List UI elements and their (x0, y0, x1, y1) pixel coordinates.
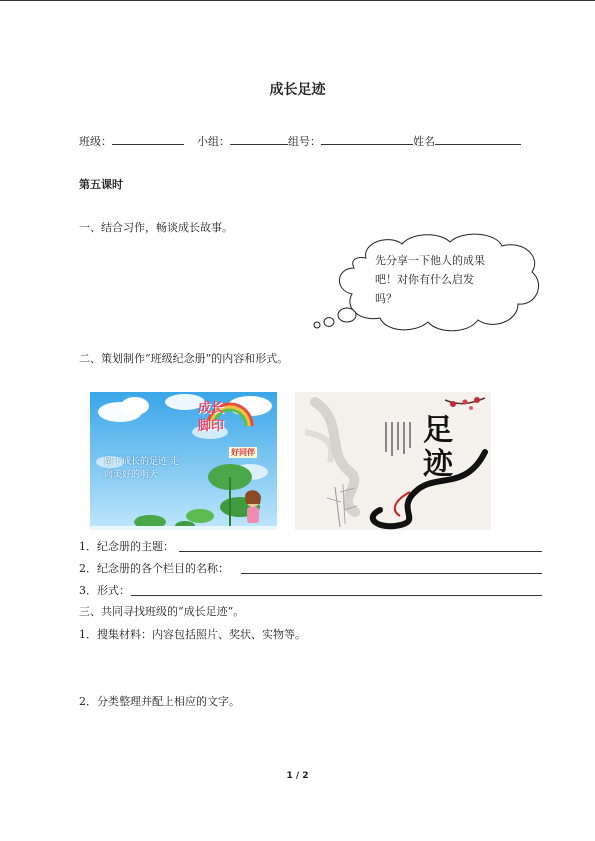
class-blank[interactable] (112, 133, 184, 145)
info-fields-row (79, 133, 521, 149)
section3-q1: 1．搜集材料：内容包括照片、奖状、实物等。 (79, 628, 306, 641)
bubble-text: 先分享一下他人的成果吧！对你有什么启发吗？ (375, 254, 485, 305)
section2-q1: 1．纪念册的主题： (79, 540, 174, 553)
section3-heading: 三、共同寻找班级的“成长足迹”。 (79, 605, 245, 618)
section1-heading: 一、结合习作，畅谈成长故事。 (79, 221, 233, 234)
cover-caption-text: 留下成长的足迹 走向美好的明天 (104, 457, 179, 480)
cover-image-growth-footprints (90, 392, 277, 530)
cover-title-text: 成长脚印 (198, 401, 225, 434)
lesson-label: 第五课时 (79, 178, 123, 191)
name-label: 姓名 (413, 135, 435, 148)
cover-badge-text: 好同伴 (231, 448, 255, 457)
section2-q3: 3．形式： (79, 584, 130, 597)
class-label: 班级： (79, 135, 112, 148)
columns-answer-line[interactable] (241, 573, 542, 574)
cover-ink-title: 足迹 (423, 413, 449, 482)
page-top-border (0, 0, 595, 1)
group-no-label: 组号： (288, 135, 321, 148)
section2-q2: 2．纪念册的各个栏目的名称： (79, 562, 229, 575)
form-answer-line[interactable] (131, 595, 542, 596)
group-blank[interactable] (230, 133, 288, 145)
section3-q2: 2．分类整理并配上相应的文字。 (79, 695, 240, 708)
group-no-blank[interactable] (321, 133, 413, 145)
name-blank[interactable] (435, 133, 521, 145)
section2-heading: 二、策划制作“班级纪念册”的内容和形式。 (79, 352, 289, 365)
group-label: 小组： (197, 135, 230, 148)
cover-image-ink-footprints (295, 392, 491, 530)
page-number: 1 / 2 (286, 771, 309, 781)
page-title: 成长足迹 (269, 82, 326, 98)
theme-answer-line[interactable] (179, 551, 542, 552)
